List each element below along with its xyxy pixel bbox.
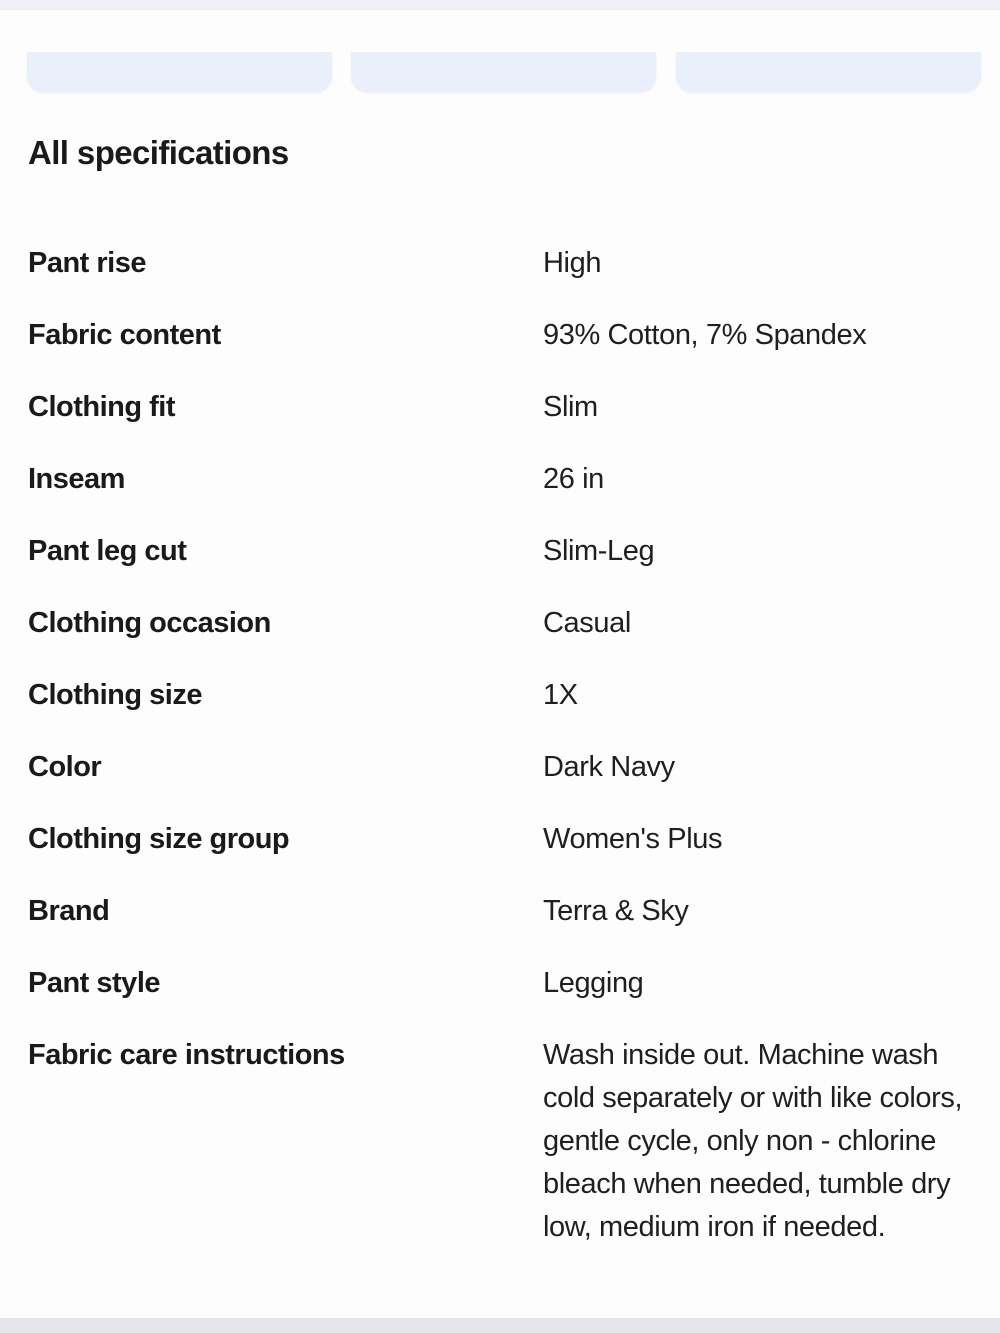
spec-row-pant-leg-cut	[28, 528, 978, 600]
spec-row-clothing-fit	[28, 384, 978, 456]
card-row	[27, 52, 982, 92]
spec-row-pant-style	[28, 960, 978, 1032]
spec-row-pant-rise	[28, 240, 978, 312]
info-card-3[interactable]	[676, 52, 981, 92]
spec-row-brand	[28, 888, 978, 960]
spec-value: Women's Plus	[543, 823, 723, 855]
spec-row-clothing-size-group	[28, 816, 978, 888]
spec-name: Clothing occasion	[28, 607, 271, 639]
spec-name: Clothing fit	[28, 391, 176, 423]
spec-row-fabric-care-instructions	[28, 1032, 978, 1249]
spec-row-fabric-content	[28, 312, 978, 384]
spec-value: 1X	[543, 679, 578, 711]
spec-list	[28, 240, 978, 1249]
spec-value: Legging	[543, 967, 644, 999]
spec-value: High	[543, 247, 602, 279]
spec-name: Inseam	[28, 463, 125, 495]
info-card-2[interactable]	[351, 52, 656, 92]
spec-value: Slim-Leg	[543, 535, 655, 567]
spec-value: Wash inside out. Machine wash cold separately or with like colors, gentle cycle, only non - chlorine bleach when needed, tumble dry low, medium iron if needed.	[543, 1039, 963, 1243]
spec-name: Fabric content	[28, 319, 221, 351]
bottom-bar	[0, 1318, 1000, 1333]
specifications-panel	[0, 10, 1000, 1318]
spec-name: Pant style	[28, 967, 160, 999]
spec-name: Clothing size	[28, 679, 202, 711]
spec-row-clothing-size	[28, 672, 978, 744]
spec-row-clothing-occasion	[28, 600, 978, 672]
info-card-1[interactable]	[27, 52, 332, 92]
spec-row-color	[28, 744, 978, 816]
spec-value: 93% Cotton, 7% Spandex	[543, 319, 867, 351]
spec-name: Fabric care instructions	[28, 1039, 345, 1071]
spec-name: Brand	[28, 895, 110, 927]
spec-value: Terra & Sky	[543, 895, 689, 927]
spec-row-inseam	[28, 456, 978, 528]
spec-name: Color	[28, 751, 102, 783]
section-title: All specifications	[28, 134, 289, 171]
spec-name: Clothing size group	[28, 823, 290, 855]
spec-value: Slim	[543, 391, 598, 423]
spec-name: Pant rise	[28, 247, 146, 279]
spec-value: Casual	[543, 607, 631, 639]
spec-value: 26 in	[543, 463, 604, 495]
spec-value: Dark Navy	[543, 751, 675, 783]
spec-name: Pant leg cut	[28, 535, 187, 567]
